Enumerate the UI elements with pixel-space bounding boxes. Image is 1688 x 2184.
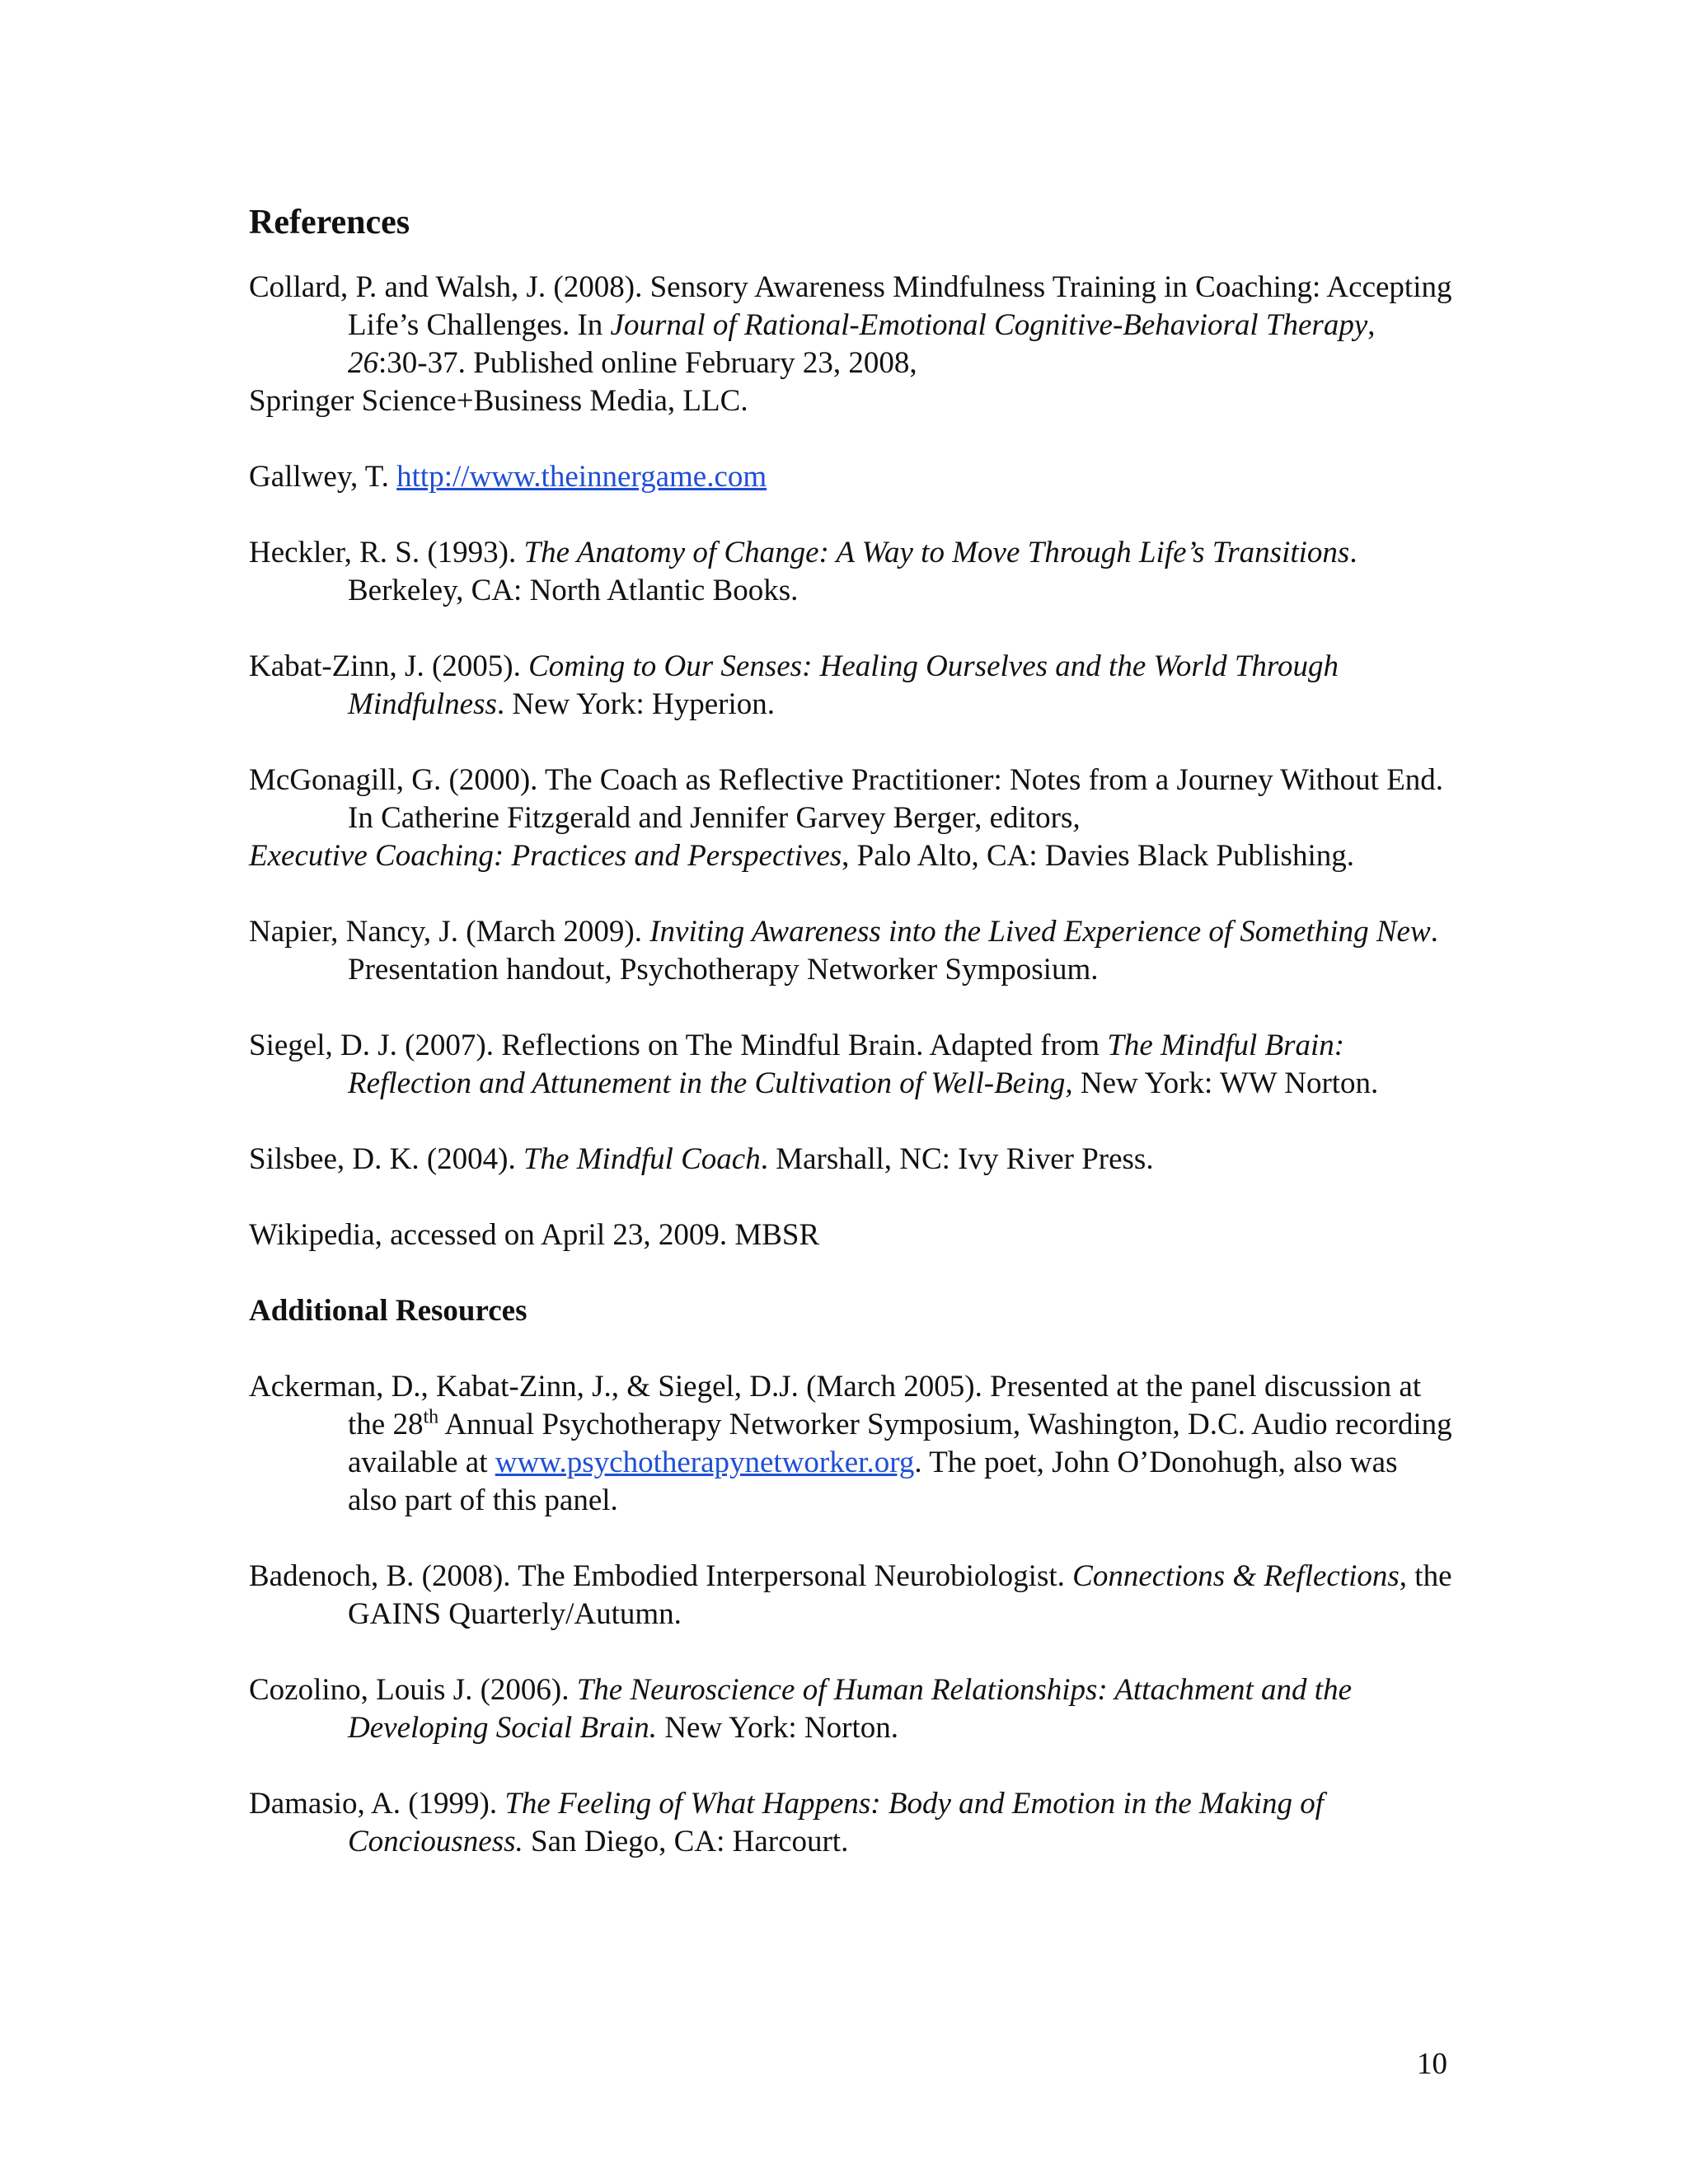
reference-author: Collard, P. and Walsh, J. (2008). Sensory Awareness Mindfulness Training in Coaching: Accepting Life’s Challenges. In	[249, 270, 1452, 342]
reference-publisher: New York: WW Norton.	[1072, 1066, 1379, 1100]
resource-title: The Neuroscience of Human Relationships: Attachment and the Developing Social Brain.	[348, 1673, 1353, 1745]
reference-entry: McGonagill, G. (2000). The Coach as Reflective Practitioner: Notes from a Journey Without End. In Catherine Fitzgerald and Jennifer Garvey Berger, editors, Executive Coaching: Practices and Perspectives, Palo Alto, CA: Davies Black Publishing.	[249, 762, 1452, 875]
reference-pages: :30-37. Published online February 23, 2008,	[378, 346, 917, 380]
reference-title: The Mindful Coach	[523, 1142, 761, 1176]
reference-author: Kabat-Zinn, J. (2005).	[249, 649, 529, 683]
references-heading: References	[249, 204, 410, 241]
reference-entry: Collard, P. and Walsh, J. (2008). Sensory Awareness Mindfulness Training in Coaching: Accepting Life’s Challenges. In Journal of Rational-Emotional Cognitive-Behavioral Therapy, 26:30-37. Published online February 23, 2008, Springer Science+Business Media, LLC.	[249, 269, 1452, 420]
reference-title: The Mindful Brain: Reflection and Attunement in the Cultivation of Well-Being,	[348, 1029, 1345, 1100]
reference-entry	[249, 648, 1452, 724]
resource-entry: Ackerman, D., Kabat-Zinn, J., & Siegel, D.J. (March 2005). Presented at the panel discussion at the 28th Annual Psychotherapy Networker Symposium, Washington, D.C. Audio recording available at www.psychotherapynetworker.org. The poet, John O’Donohugh, also was also part of this panel.	[249, 1370, 1452, 1517]
page-content	[249, 196, 1452, 1899]
reference-author: Napier, Nancy, J. (March 2009).	[249, 915, 650, 949]
resource-title: The Feeling of What Happens: Body and Emotion in the Making of Conciousness.	[348, 1787, 1325, 1858]
resource-entry	[249, 1671, 1452, 1747]
resource-author: Damasio, A. (1999).	[249, 1787, 505, 1821]
reference-author: Siegel, D. J. (2007). Reflections on The Mindful Brain. Adapted from	[249, 1029, 1108, 1062]
resource-entry	[249, 1558, 1452, 1633]
reference-author: Heckler, R. S. (1993).	[249, 536, 524, 569]
resource-title: Connections & Reflections	[1072, 1559, 1400, 1593]
reference-title: Coming to Our Senses: Healing Ourselves and the World Through Mindfulness	[348, 649, 1339, 721]
reference-publisher: . New York: Hyperion.	[496, 687, 775, 721]
resource-author: Cozolino, Louis J. (2006).	[249, 1673, 577, 1707]
reference-publisher: . Presentation handout, Psychotherapy Networker Symposium.	[348, 915, 1438, 987]
reference-publisher: . Berkeley, CA: North Atlantic Books.	[348, 536, 1357, 607]
ordinal-superscript: th	[423, 1406, 439, 1428]
reference-author: Silsbee, D. K. (2004).	[249, 1142, 523, 1176]
reference-entry	[249, 913, 1452, 989]
reference-publisher: , Palo Alto, CA: Davies Black Publishing.	[842, 839, 1354, 873]
additional-resources-heading: Additional Resources	[249, 1294, 528, 1328]
reference-title: The Anatomy of Change: A Way to Move Through Life’s Transitions	[523, 536, 1350, 569]
page-number: 10	[1417, 2047, 1447, 2081]
reference-title: Inviting Awareness into the Lived Experience of Something New	[649, 915, 1431, 949]
reference-entry	[249, 1027, 1452, 1103]
resource-author: Badenoch, B. (2008). The Embodied Interpersonal Neurobiologist.	[249, 1559, 1073, 1593]
reference-publisher: . Marshall, NC: Ivy River Press.	[760, 1142, 1154, 1176]
resource-link[interactable]: www.psychotherapynetworker.org	[495, 1446, 915, 1479]
reference-author: Gallwey, T.	[249, 460, 397, 494]
reference-entry	[249, 1141, 1452, 1179]
reference-author: Wikipedia, accessed on April 23, 2009. MBSR	[249, 1218, 820, 1252]
reference-journal: Journal of Rational-Emotional Cognitive-Behavioral Therapy	[610, 308, 1368, 342]
reference-author: McGonagill, G. (2000). The Coach as Reflective Practitioner: Notes from a Journey Without End. In Catherine Fitzgerald and Jennifer Garvey Berger, editors	[249, 763, 1444, 835]
reference-publisher: Springer Science+Business Media, LLC.	[249, 384, 748, 418]
resource-publisher: New York: Norton.	[657, 1711, 898, 1745]
reference-link[interactable]: http://www.theinnergame.com	[396, 460, 767, 494]
resource-publisher: , the GAINS Quarterly/Autumn.	[348, 1559, 1452, 1631]
resource-entry	[249, 1785, 1452, 1861]
reference-entry	[249, 458, 1452, 496]
reference-title: Executive Coaching: Practices and Perspectives, Palo Alto, CA: Davies Black Publishing.	[249, 839, 1354, 873]
reference-entry	[249, 534, 1452, 610]
resource-publisher: San Diego, CA: Harcourt.	[523, 1825, 849, 1858]
reference-entry	[249, 1216, 1452, 1254]
reference-volume: 26	[348, 346, 378, 380]
